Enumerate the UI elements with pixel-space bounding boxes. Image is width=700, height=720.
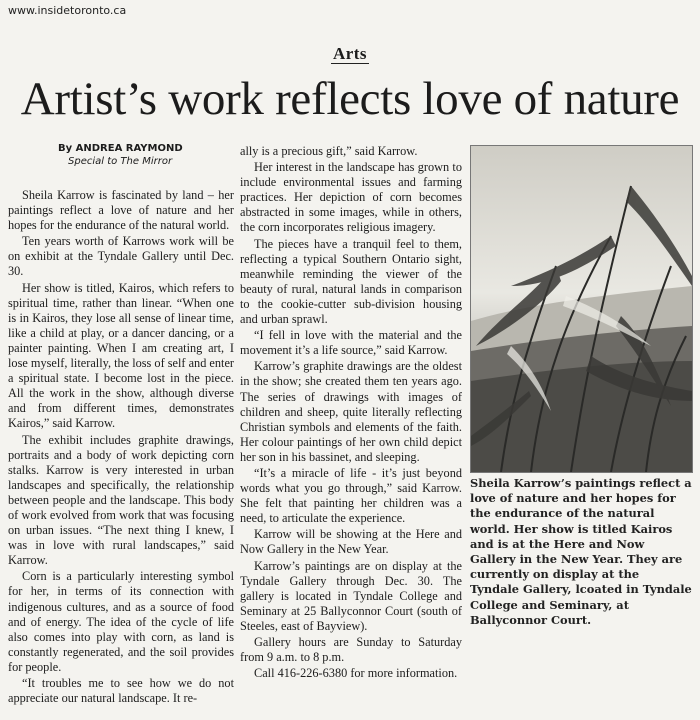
paragraph: Sheila Karrow is fascinated by land – her paintings reflect a love of nature and her hopes for the endurance of the natural world. [8, 188, 234, 233]
paragraph: Karrow will be showing at the Here and Now Gallery in the New Year. [240, 527, 462, 557]
section-label [0, 44, 700, 64]
paragraph: ally is a precious gift,” said Karrow. [240, 144, 418, 158]
painting-photo [470, 145, 693, 473]
article-column-2 [240, 144, 462, 682]
byline-role: Special to The Mirror [68, 156, 173, 167]
masthead-url: www.insidetoronto.ca [8, 4, 127, 17]
paragraph: The exhibit includes graphite drawings, portraits and a body of work depicting corn stalks. Karrow is very interested in urban landscapes and specifically, the relationship between people and the landscape. This body of work evolved from work that was focusing on urban issues. “The next thing I knew, I was in love with rural landscapes,” said Karrow. [8, 432, 234, 568]
paragraph: Corn is a particularly interesting symbol for her, in terms of its connection with indigenous cultures, and as a source of food and of energy. The idea of the cycle of life also comes into play with corn, as land is constantly regenerated, and the soil provides for people. [8, 569, 234, 674]
photo-caption: Sheila Karrow’s paintings reflect a love of nature and her hopes for the endurance of the natural world. Her show is titled Kairos and is at the Here and Now Gallery in the New Year. They are currently on display at the Tyndale Gallery, lcoated in Tyndale College and Seminary, at Ballyconnor Court. [470, 476, 692, 627]
paragraph: Call 416-226-6380 for more information. [254, 666, 458, 681]
byline [58, 142, 234, 168]
paragraph: The pieces have a tranquil feel to them, reflecting a typical Southern Ontario sight, meanwhile reminding the viewer of the beauty of rural, natural lands in comparison to the cookie-cutter sub-division housing and urban sprawl. [240, 236, 462, 327]
paragraph: Gallery hours are Sunday to Saturday from 9 a.m. to 8 p.m. [240, 635, 462, 665]
paragraph: “It’s a miracle of life - it’s just beyond words what you go through,” said Karrow. She felt that painting her children was a need, to articulate the experience. [240, 465, 462, 526]
paragraph: Karrow’s paintings are on display at the Tyndale Gallery through Dec. 30. The gallery is located in Tyndale College and Seminary at 25 Ballyconnor Court (south of Steeles, east of Bayview). [240, 558, 462, 633]
paragraph: Ten years worth of Karrows work will be on exhibit at the Tyndale Gallery until Dec. 30. [8, 234, 234, 279]
section-label-text: Arts [332, 44, 368, 63]
corn-painting-illustration [471, 146, 692, 472]
paragraph: “I fell in love with the material and the movement it’s a life source,” said Karrow. [240, 328, 462, 358]
paragraph: “It troubles me to see how we do not appreciate our natural landscape. It re- [8, 676, 234, 706]
paragraph: Her show is titled, Kairos, which refers to spiritual time, rather than linear. “When one is in Kairos, they lose all sense of linear time, like a child at play, or a dancer dancing, or a painter painting. When I am creating art, I lose myself, literally, the loss of self and enter a spiritual state. I become lost in the piece. All the work in the show, although diverse and from different times, demonstrates Kairos,” said Karrow. [8, 280, 234, 431]
paragraph: Karrow’s graphite drawings are the oldest in the show; she created them ten years ago. The series of drawings with images of children and sheep, quite literally reflecting Christian symbols and elements of the faith. Her colour paintings of her own child depict her son in his bassinet, and sleeping. [240, 359, 462, 464]
article-column-1 [8, 138, 234, 707]
paragraph: Her interest in the landscape has grown to include environmental issues and farming practices. Her depiction of corn becomes abstracted in some images, while in others, the corn incorporates religious imagery. [240, 160, 462, 235]
byline-author: By ANDREA RAYMOND [58, 143, 183, 154]
headline: Artist’s work reflects love of nature [20, 73, 680, 125]
